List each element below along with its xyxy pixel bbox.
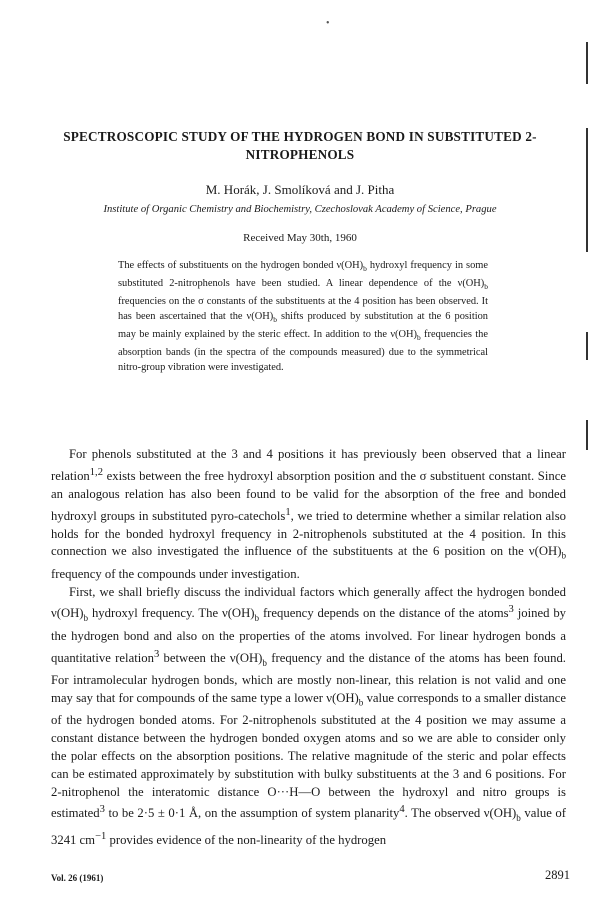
abstract	[118, 259, 488, 376]
subscript: b	[484, 282, 488, 292]
abstract-text: frequencies the absorption bands (in the spectra of the compounds measured) due to the symmetrical nitro-group vibration were investigated.	[118, 328, 488, 373]
abstract-text: frequencies on the σ constants of the substituents at the 4 position has been observed. It has been ascertained that the ν(OH)	[118, 295, 488, 322]
paragraph-text: First, we shall briefly discuss the individual factors which generally affect the hydrogen bonded ν(OH)	[51, 584, 566, 621]
paragraph-text: exists between the free hydroxyl absorption position and the σ substituent constant. Since an analogous relation has also been found to be valid for the absorption of the free and bonded hydroxyl groups in substituted pyro-catechols	[51, 469, 566, 523]
subscript: b	[358, 697, 364, 708]
subscript: b	[262, 657, 267, 668]
citation-ref: 4	[399, 804, 405, 816]
subscript: b	[416, 332, 421, 342]
header-mark: •	[326, 18, 330, 29]
margin-rule	[586, 128, 588, 252]
paragraph-text: . The observed ν(OH)	[404, 806, 517, 821]
subscript: b	[363, 264, 367, 274]
margin-rule	[586, 332, 588, 360]
paragraph-text: between the ν(OH)	[159, 650, 263, 665]
affiliation: Institute of Organic Chemistry and Biochemistry, Czechoslovak Academy of Science, Prague	[103, 204, 497, 215]
subscript: b	[561, 550, 566, 561]
margin-rule	[586, 42, 588, 84]
citation-ref: 3	[99, 804, 105, 816]
volume-label: Vol. 26 (1961)	[51, 873, 104, 883]
paragraph-text: provides evidence of the non-linearity of the hydrogen	[106, 833, 387, 848]
subscript: b	[273, 314, 277, 324]
body-text	[51, 446, 566, 850]
paragraph-text: value of 3241 cm	[51, 806, 566, 848]
citation-ref: −1	[95, 830, 107, 842]
citation-ref: 3	[508, 604, 514, 616]
subscript: b	[516, 813, 521, 824]
article-title: SPECTROSCOPIC STUDY OF THE HYDROGEN BOND IN SUBSTITUTED 2-NITROPHENOLS	[63, 129, 537, 162]
citation-ref: 1,2	[89, 466, 103, 478]
citation-ref: 3	[153, 648, 160, 660]
paragraph-text: to be 2·5 ± 0·1 Å, on the assumption of system planarity	[104, 806, 400, 821]
paragraph-text: value corresponds to a smaller distance of the hydrogen bonded atoms. For 2-nitrophenols substituted at the 4 position we may assume a constant distance between the hydrogen bonded oxygen atoms and so we are able to consider only the polar effects on the absorption positions. The relative magnitude of the steric and polar effects can be estimated approximately by substitution with bulky substituents at the 3 and 6 positions. For 2-nitrophenol the interatomic distance O···H—O between the hydroxyl and nitro groups is estimated	[51, 691, 566, 821]
subscript: b	[254, 613, 260, 624]
citation-ref: 1	[285, 506, 291, 518]
page-number: 2891	[545, 868, 570, 882]
abstract-text: The effects of substituents on the hydrogen bonded ν(OH)	[118, 260, 364, 271]
abstract-text: shifts produced by substitution at the 6 position may be mainly explained by the steric effect. In addition to the ν(OH)	[118, 310, 488, 340]
paragraph-text: hydroxyl frequency. The ν(OH)	[88, 606, 255, 621]
paragraph-text: frequency and the distance of the atoms has been found. For intramolecular hydrogen bonds, which are mostly non-linear, this relation is not valid and one may say that for compounds of the same type a lower ν(OH)	[51, 650, 566, 706]
paragraph-text: , we tried to determine whether a similar relation also holds for the bonded hydroxyl frequency in 2-nitrophenols substituted at the 4 position. In this connection we also investigated the influence of the substituents at the 6 position on the ν(OH)	[51, 508, 566, 559]
margin-rule	[586, 420, 588, 450]
paragraph-text: frequency depends on the distance of the atoms	[259, 606, 509, 621]
paragraph-text: frequency of the compounds under investigation.	[51, 566, 300, 581]
abstract-text: hydroxyl frequency in some substituted 2-nitrophenols have been studied. A linear dependence of the ν(OH)	[118, 260, 488, 289]
paragraph	[51, 584, 566, 850]
author-list: M. Horák, J. Smolíková and J. Pitha	[205, 182, 395, 197]
received-date: Received May 30th, 1960	[243, 232, 357, 244]
paragraph-text: joined by the hydrogen bond and also on the properties of the atoms involved. For linear hydrogen bonds a quantitative relation	[51, 606, 567, 665]
subscript: b	[83, 613, 89, 624]
paragraph	[51, 446, 566, 584]
paragraph-text: For phenols substituted at the 3 and 4 positions it has previously been observed that a linear relation	[51, 447, 566, 484]
